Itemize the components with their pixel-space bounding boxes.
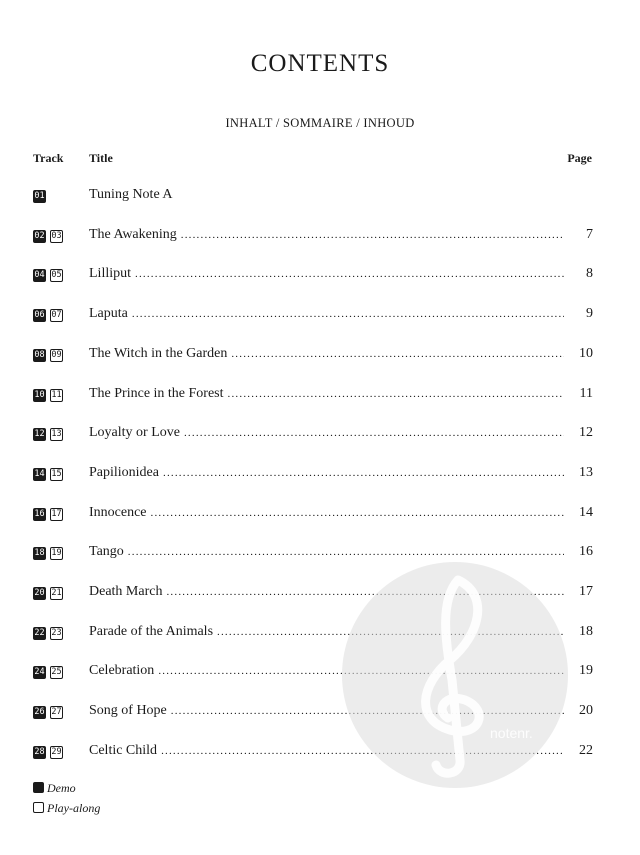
play-along-track-badge: 07 — [51, 310, 62, 321]
entry-page-number: 22 — [579, 742, 593, 758]
play-along-track-badge: 21 — [51, 588, 62, 598]
toc-row — [0, 346, 640, 368]
entry-page-number: 16 — [579, 544, 593, 560]
toc-row — [0, 266, 640, 288]
entry-title: The Witch in the Garden — [89, 345, 228, 361]
toc-entry — [89, 505, 564, 523]
entry-title: The Prince in the Forest — [89, 385, 224, 401]
play-along-track-badge: 03 — [51, 230, 62, 241]
demo-track-badge: 24 — [34, 667, 45, 678]
play-along-square-icon — [33, 802, 44, 813]
entry-title: Celtic Child — [89, 742, 158, 758]
page-subtitle: INHALT / SOMMAIRE / INHOUD — [225, 116, 415, 130]
toc-entry — [89, 465, 564, 483]
entry-page-number: 19 — [579, 663, 593, 679]
legend-play-label: Play-along — [47, 801, 101, 815]
dot-leader — [184, 425, 564, 443]
demo-track-badge: 20 — [34, 588, 45, 598]
entry-title: Lilliput — [89, 266, 131, 282]
demo-track-badge: 16 — [34, 508, 45, 519]
play-along-track-badge: 23 — [51, 627, 62, 638]
legend-demo — [33, 781, 76, 796]
dot-leader — [231, 346, 564, 364]
toc-entry — [89, 425, 564, 443]
entry-title: Parade of the Animals — [89, 623, 214, 639]
toc-row — [0, 306, 640, 328]
legend-play-along — [33, 801, 100, 816]
play-along-track-badge: 19 — [51, 548, 62, 559]
entry-page-number: 18 — [579, 623, 593, 639]
entry-page-number: 11 — [579, 385, 593, 401]
demo-square-icon — [33, 782, 44, 793]
entry-title: Death March — [89, 584, 163, 599]
demo-track-badge: 26 — [34, 707, 45, 718]
entry-title: Song of Hope — [89, 703, 167, 719]
entry-title: The Awakening — [89, 226, 177, 242]
play-along-track-badge: 15 — [51, 468, 62, 479]
play-along-track-badge: 27 — [51, 707, 62, 718]
entry-page-number: 12 — [579, 425, 593, 441]
entry-page-number: 8 — [586, 266, 593, 282]
toc-row — [0, 227, 640, 249]
entry-page-number: 13 — [579, 464, 593, 480]
demo-track-badge: 02 — [34, 230, 45, 241]
entry-page-number: 14 — [579, 504, 593, 520]
entry-title: Tango — [89, 544, 124, 560]
entry-page-number: 10 — [579, 345, 593, 361]
demo-track-badge: 12 — [34, 429, 45, 440]
play-along-track-badge: 05 — [51, 270, 62, 281]
toc-entry — [89, 187, 564, 203]
entry-title: Loyalty or Love — [89, 425, 180, 441]
demo-track-badge: 28 — [34, 746, 45, 757]
demo-track-badge: 01 — [34, 191, 45, 201]
toc-row — [0, 187, 640, 209]
play-along-track-badge: 09 — [51, 349, 62, 360]
treble-clef-watermark-icon — [340, 560, 570, 790]
entry-title: Innocence — [89, 504, 147, 520]
entry-page-number: 9 — [586, 306, 593, 322]
play-along-track-badge: 13 — [51, 429, 62, 440]
entry-page-number: 17 — [579, 584, 593, 599]
entry-title: Papilionidea — [89, 464, 159, 480]
demo-track-badge: 10 — [34, 389, 45, 400]
play-along-track-badge: 11 — [51, 389, 62, 400]
demo-track-badge: 14 — [34, 468, 45, 479]
dot-leader — [151, 505, 564, 523]
header-page: Page — [567, 151, 592, 165]
entry-page-number: 20 — [579, 703, 593, 719]
header-title: Title — [89, 151, 113, 165]
dot-leader — [132, 306, 564, 324]
toc-row — [0, 386, 640, 408]
dot-leader — [163, 465, 564, 483]
toc-entry — [89, 266, 564, 284]
dot-leader — [135, 266, 564, 284]
demo-track-badge: 08 — [34, 349, 45, 360]
entry-page-number: 7 — [586, 226, 593, 242]
demo-track-badge: 06 — [34, 310, 45, 321]
toc-entry — [89, 227, 564, 245]
entry-title: Celebration — [89, 663, 155, 679]
demo-track-badge: 18 — [34, 548, 45, 559]
page-title: CONTENTS — [250, 50, 390, 77]
play-along-track-badge: 29 — [51, 746, 62, 757]
demo-track-badge: 22 — [34, 627, 45, 638]
header-track: Track — [33, 151, 64, 165]
toc-entry — [89, 386, 564, 404]
demo-track-badge: 04 — [34, 270, 45, 281]
toc-entry — [89, 306, 564, 324]
toc-row — [0, 425, 640, 447]
legend-demo-label: Demo — [47, 781, 76, 795]
toc-row — [0, 465, 640, 487]
toc-entry — [89, 346, 564, 364]
play-along-track-badge: 25 — [51, 667, 62, 678]
play-along-track-badge: 17 — [51, 508, 62, 519]
entry-title: Tuning Note A — [89, 187, 173, 202]
entry-title: Laputa — [89, 306, 128, 322]
dot-leader — [181, 227, 564, 245]
watermark-text: notenr. — [490, 725, 533, 741]
toc-row — [0, 505, 640, 527]
dot-leader — [228, 386, 564, 404]
